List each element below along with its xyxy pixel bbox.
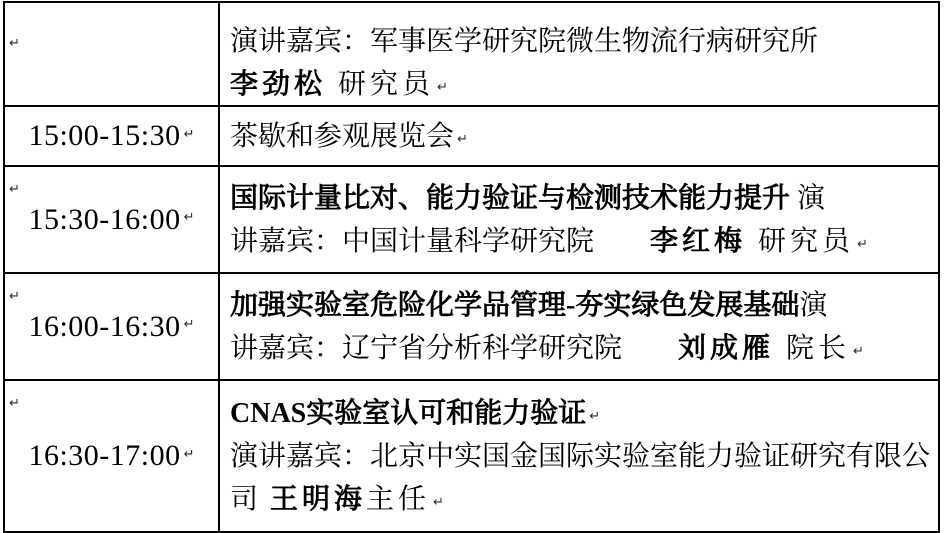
paragraph-mark-icon: ↵ (437, 80, 448, 95)
table-row (5, 167, 938, 274)
table-row (5, 107, 938, 167)
time-cell[interactable] (5, 381, 220, 531)
session-line (230, 392, 932, 435)
time-text: 15:00-15:30 (28, 119, 181, 152)
paragraph-mark-icon: ↵ (9, 396, 21, 411)
paragraph-mark-icon: ↵ (183, 446, 195, 462)
paragraph-mark-icon: ↵ (183, 126, 195, 142)
session-cell[interactable] (220, 3, 938, 105)
session-line (230, 284, 932, 327)
session-line (230, 115, 932, 158)
text-run: 讲嘉宾：中国计量科学研究院 (230, 225, 651, 257)
session-line (230, 220, 932, 263)
text-run: 演 (790, 182, 826, 214)
session-line (230, 478, 932, 521)
text-run: 司 (230, 483, 259, 515)
time-cell[interactable] (5, 3, 220, 105)
text-run: 国际计量比对、能力验证与检测技术能力提升 (230, 182, 791, 214)
time-text: 16:30-17:00 (28, 439, 181, 472)
text-run: 主任 (366, 483, 431, 515)
paragraph-mark-icon: ↵ (9, 289, 21, 304)
session-cell[interactable] (220, 274, 938, 379)
paragraph-mark-icon: ↵ (589, 408, 601, 424)
table-row (5, 3, 938, 107)
time-text: 16:00-16:30 (28, 309, 181, 343)
text-run: 研究员 (758, 225, 855, 257)
paragraph-mark-icon: ↵ (183, 210, 195, 225)
session-line (230, 63, 932, 105)
text-run: 院长 (786, 332, 851, 364)
text-run: 茶歇和参观展览会 (230, 120, 455, 152)
session-cell[interactable] (220, 167, 938, 272)
text-run: 讲嘉宾：辽宁省分析科学研究院 (230, 332, 679, 364)
text-run: CNAS实验室认可和能力验证 (230, 397, 587, 429)
text-run: 李劲松 (230, 69, 327, 100)
paragraph-mark-icon: ↵ (857, 236, 868, 252)
text-run: 演 (799, 289, 828, 321)
session-cell[interactable] (220, 381, 938, 531)
session-line (230, 177, 932, 220)
time-cell[interactable] (5, 274, 220, 379)
paragraph-mark-icon: ↵ (9, 36, 21, 51)
paragraph-mark-icon: ↵ (183, 317, 195, 332)
session-line (230, 435, 932, 478)
text-run: 王明海 (270, 483, 367, 515)
text-run: 研究员 (338, 69, 435, 100)
session-line (230, 20, 932, 63)
time-cell[interactable] (5, 107, 220, 165)
paragraph-mark-icon: ↵ (457, 131, 468, 147)
paragraph-mark-icon: ↵ (853, 343, 864, 359)
paragraph-mark-icon: ↵ (9, 182, 21, 197)
table-row (5, 381, 938, 531)
text-run: 演讲嘉宾：北京中实国金国际实验室能力验证研究有限公 (230, 440, 931, 472)
schedule-table (3, 1, 940, 533)
paragraph-mark-icon: ↵ (433, 494, 444, 510)
text-run: 加强实验室危险化学品管理-夯实绿色发展基础 (230, 289, 800, 321)
time-text: 15:30-16:00 (28, 202, 181, 236)
text-run: 演讲嘉宾：军事医学研究院微生物流行病研究所 (230, 26, 819, 57)
text-run: 刘成雁 (678, 332, 775, 364)
session-line (230, 327, 932, 370)
time-cell[interactable] (5, 167, 220, 272)
session-cell[interactable] (220, 107, 938, 165)
table-row (5, 274, 938, 381)
text-run: 李红梅 (650, 225, 747, 257)
